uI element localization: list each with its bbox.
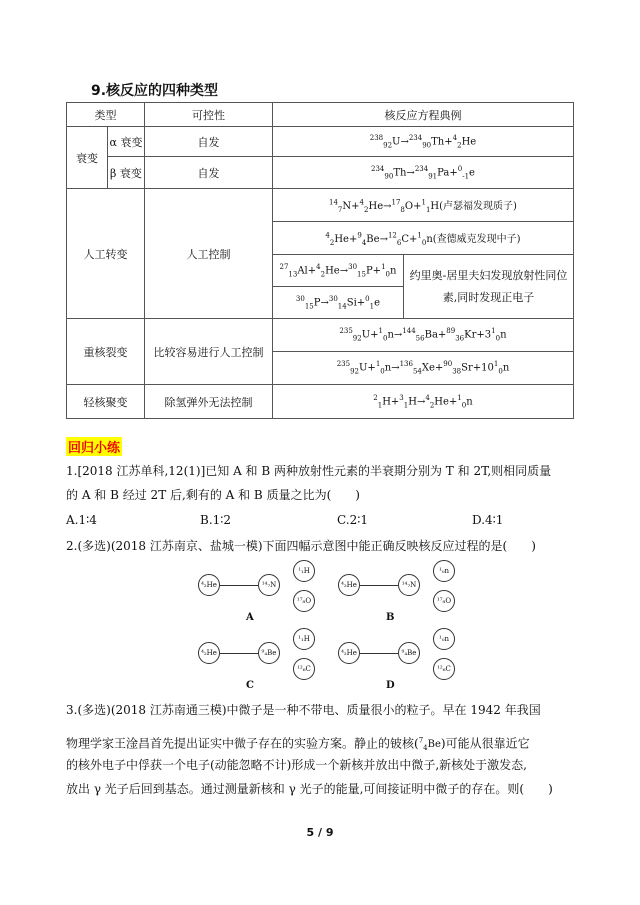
fusion-equation: $^2_1$H+$^3_1$H→$^4_2$He+$^1_0$n (272, 385, 573, 419)
q1-option-b: B.1∶2 (200, 513, 232, 527)
rutherford-equation: $^{14}_7$N+$^4_2$He→$^{17}_8$O+$^1_1$H(卢瑟福发现质子) (272, 189, 573, 222)
rutherford-note: (卢瑟福发现质子) (439, 200, 517, 212)
alpha-control: 自发 (144, 127, 272, 157)
phosphorus-equation: $^{30}_{15}$P→$^{30}_{14}$Si+$^0_1$e (272, 287, 403, 319)
q3-line2 (66, 733, 530, 756)
q3-line4: 放出 γ 光子后回到基态。通过测量新核和 γ 光子的能量,可间接证明中微子的存在。则( ) (66, 782, 553, 796)
diagram-label-d: D (386, 680, 395, 691)
fusion-control: 除氢弹外无法控制 (144, 385, 272, 419)
diagram-d: ⁴₂He ⁹₄Be ¹₀n ¹²₆C D (338, 628, 458, 698)
beta-control: 自发 (144, 157, 272, 189)
nuclear-reaction-table (66, 102, 574, 419)
aluminium-equation: $^{27}_{13}$Al+$^4_2$He→$^{30}_{15}$P+$^1_0$n (272, 255, 403, 287)
q1-line1: 1.[2018 江苏单科,12(1)]已知 A 和 B 两种放射性元素的半衰期分别为 T 和 2T,则相同质量 (66, 464, 552, 478)
artificial-control: 人工控制 (144, 189, 272, 319)
alpha-label: α 衰变 (108, 127, 145, 157)
diagram-a: ⁴₂He ¹⁴₇N ¹₁H ¹⁷₈O A (198, 560, 318, 630)
diagram-b: ⁴₂He ¹⁴₇N ¹₀n ¹⁷₈O B (338, 560, 458, 630)
artificial-label: 人工转变 (67, 189, 145, 319)
fission-control: 比较容易进行人工控制 (144, 319, 272, 385)
fission-equation-2: $^{235}_{92}U+^1_0n\to^{136}_{54}Xe+^{90}_{38}Sr+10^1_0n$ (272, 352, 573, 385)
q1-option-a: A.1∶4 (66, 513, 97, 527)
q1-line2: 的 A 和 B 经过 2T 后,剩有的 A 和 B 质量之比为( ) (66, 488, 360, 502)
q3-line3: 的核外电子中俘获一个电子(动能忽略不计)形成一个新核并放出中微子,新核处于激发态, (66, 758, 527, 772)
diagram-c: ⁴₂He ⁹₄Be ¹₁H ¹²₆C C (198, 628, 318, 698)
chadwick-note: (查德威克发现中子) (432, 233, 521, 245)
q3-line2-start: 物理学家王淦昌首先提出证实中微子存在的实验方案。静止的铍核( (66, 736, 419, 751)
fusion-label: 轻核聚变 (67, 385, 145, 419)
header-type: 类型 (67, 103, 145, 127)
fission-equation-1: $^{235}_{92}U+^1_0n\to^{144}_{56}Ba+^{89}_{36}Kr+3^1_0n$ (272, 319, 573, 352)
practice-title: 回归小练 (66, 437, 122, 456)
beta-equation: $^{234}_{90}$Th→$^{234}_{91}$Pa+$^0_{-1}$e (272, 157, 573, 189)
diagram-label-b: B (386, 612, 395, 623)
q1-option-d: D.4∶1 (472, 513, 504, 527)
page-number: 5 / 9 (306, 826, 334, 839)
joliot-note: 约里奥-居里夫妇发现放射性同位素,同时发现正电子 (403, 255, 573, 319)
q3-line1: 3.(多选)(2018 江苏南通三模)中微子是一种不带电、质量很小的粒子。早在 1942 年我国 (66, 703, 541, 717)
chadwick-equation: $^4_2$He+$^9_4$Be→$^{12}_6$C+$^1_0$n(查德威克发现中子) (272, 222, 573, 255)
q3-line2-end: )可能从很靠近它 (440, 736, 530, 751)
header-example: 核反应方程典例 (272, 103, 573, 127)
diagram-label-a: A (246, 612, 254, 623)
beta-label: β 衰变 (108, 157, 145, 189)
decay-label: 衰变 (67, 127, 108, 189)
section-title: 9.核反应的四种类型 (91, 83, 219, 99)
header-control: 可控性 (144, 103, 272, 127)
q1-option-c: C.2∶1 (337, 513, 368, 527)
q2-text: 2.(多选)(2018 江苏南京、盐城一模)下面四幅示意图中能正确反映核反应过程的是( ) (66, 539, 536, 553)
fission-label: 重核裂变 (67, 319, 145, 385)
beryllium-symbol: $^7_4$Be (418, 737, 441, 753)
diagram-label-c: C (246, 680, 254, 691)
alpha-equation: $^{238}_{92}$U→$^{234}_{90}$Th+$^4_2$He (272, 127, 573, 157)
